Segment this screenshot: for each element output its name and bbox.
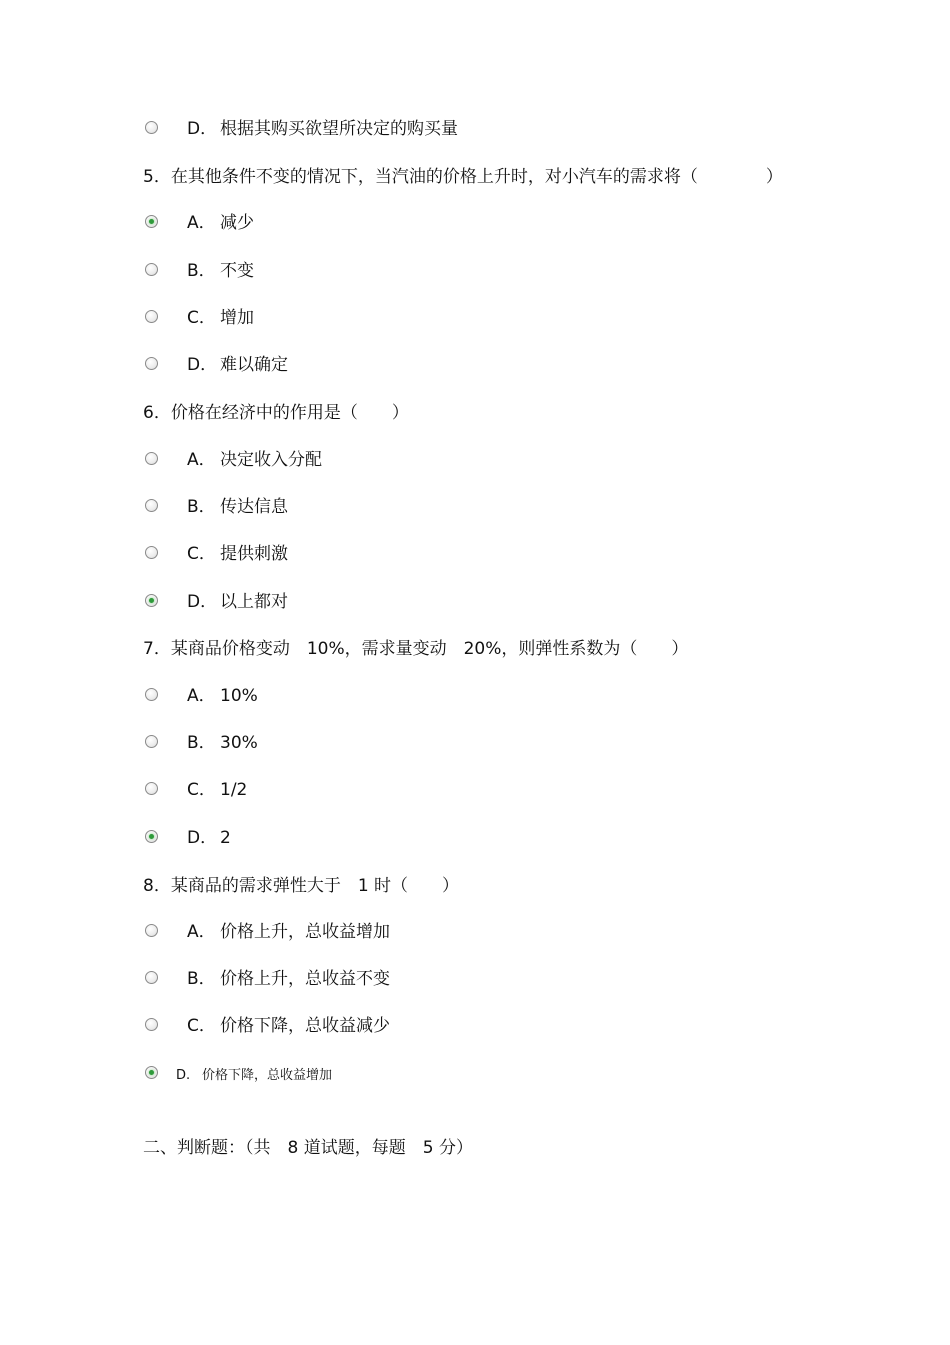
radio-button[interactable] <box>145 924 158 937</box>
option-text: 价格下降，总收益增加 <box>202 1068 333 1083</box>
radio-button-selected[interactable] <box>145 594 158 607</box>
option-letter: C． <box>187 1016 216 1036</box>
radio-button[interactable] <box>145 971 158 984</box>
radio-button-selected[interactable] <box>145 830 158 843</box>
option-text: 以上都对 <box>220 592 288 612</box>
question-8-prompt: 8．某商品的需求弹性大于 1 时（ ） <box>143 876 460 896</box>
option-text: 根据其购买欲望所决定的购买量 <box>220 119 458 139</box>
option-text: 价格上升，总收益不变 <box>220 969 390 989</box>
radio-button[interactable] <box>145 452 158 465</box>
option-text: 提供刺激 <box>220 544 288 564</box>
option-text: 10% <box>220 686 258 706</box>
option-letter: C． <box>187 308 216 328</box>
option-text: 价格下降，总收益减少 <box>220 1016 390 1036</box>
radio-button[interactable] <box>145 546 158 559</box>
option-letter: B． <box>187 733 216 753</box>
option-letter: A． <box>187 213 216 233</box>
option-letter: C． <box>187 780 216 800</box>
option-letter: A． <box>187 686 216 706</box>
option-text: 不变 <box>220 261 254 281</box>
radio-button[interactable] <box>145 735 158 748</box>
radio-button[interactable] <box>145 782 158 795</box>
option-letter: D． <box>187 355 218 375</box>
option-text: 价格上升，总收益增加 <box>220 922 390 942</box>
radio-button[interactable] <box>145 499 158 512</box>
option-letter: D. <box>176 1068 191 1083</box>
option-text: 决定收入分配 <box>220 450 322 470</box>
option-letter: C． <box>187 544 216 564</box>
option-letter: B． <box>187 497 216 517</box>
option-letter: A． <box>187 922 216 942</box>
question-6-prompt: 6．价格在经济中的作用是（ ） <box>143 403 409 423</box>
option-letter: B． <box>187 969 216 989</box>
option-text: 传达信息 <box>220 497 288 517</box>
option-text: 1/2 <box>220 780 248 800</box>
option-letter: D． <box>187 828 218 848</box>
radio-button[interactable] <box>145 121 158 134</box>
option-letter: D． <box>187 119 218 139</box>
option-text: 30% <box>220 733 258 753</box>
option-text: 减少 <box>220 213 254 233</box>
question-5-prompt: 5．在其他条件不变的情况下，当汽油的价格上升时，对小汽车的需求将（ ） <box>143 167 783 187</box>
radio-button[interactable] <box>145 688 158 701</box>
question-7-prompt: 7．某商品价格变动 10%，需求量变动 20%，则弹性系数为（ ） <box>143 639 689 659</box>
option-letter: A． <box>187 450 216 470</box>
option-text: 难以确定 <box>220 355 288 375</box>
radio-button-selected[interactable] <box>145 1066 158 1079</box>
radio-button[interactable] <box>145 310 158 323</box>
radio-button[interactable] <box>145 1018 158 1031</box>
option-letter: B． <box>187 261 216 281</box>
option-letter: D． <box>187 592 218 612</box>
option-text: 增加 <box>220 308 254 328</box>
radio-button-selected[interactable] <box>145 215 158 228</box>
radio-button[interactable] <box>145 263 158 276</box>
section-heading: 二、判断题：（共 8 道试题，每题 5 分） <box>143 1138 473 1158</box>
option-text: 2 <box>220 828 231 848</box>
radio-button[interactable] <box>145 357 158 370</box>
